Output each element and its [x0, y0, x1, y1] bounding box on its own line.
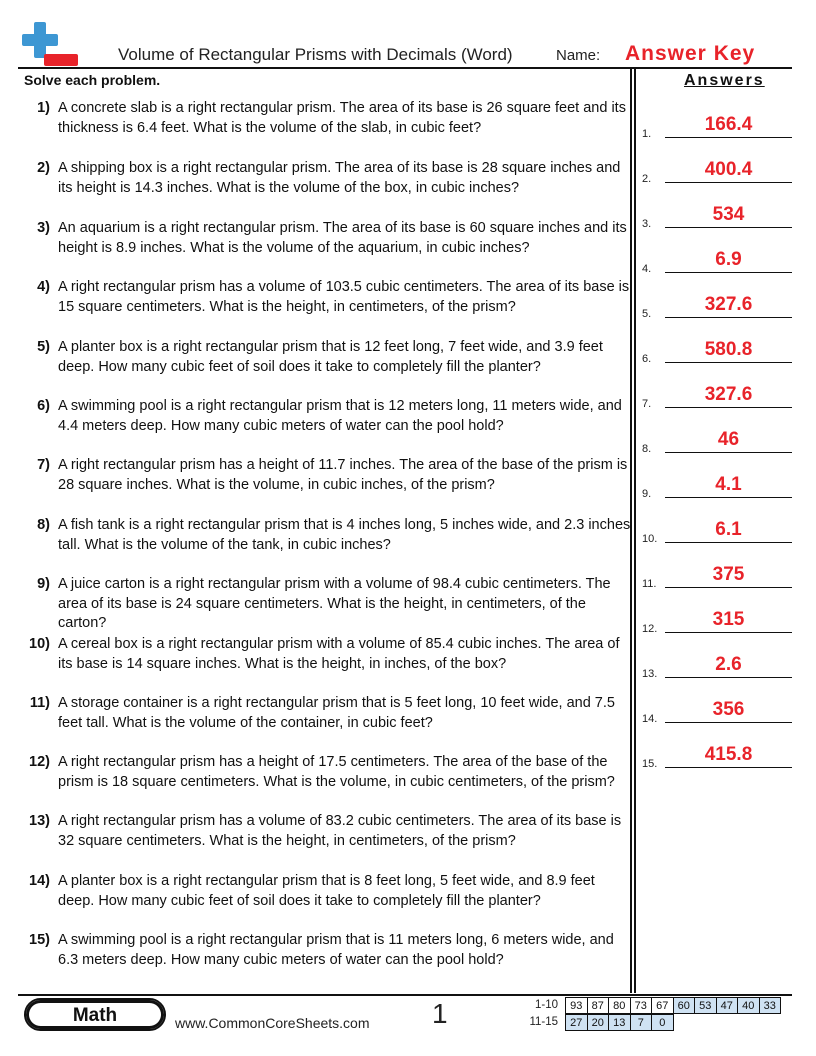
score-table-row-2: [565, 1014, 674, 1031]
score-cell: 7: [630, 1015, 652, 1031]
answer-line: [665, 767, 792, 768]
problem-number: 12): [29, 754, 50, 770]
answer-key-label: Answer Key: [625, 42, 756, 65]
answer-item: [640, 605, 792, 635]
answer-number: 10.: [642, 533, 658, 545]
problem-number: 6): [37, 398, 50, 414]
problem-item: [20, 397, 632, 436]
problem-text: A right rectangular prism has a height of 11.7 inches. The area of the base of the prism is 28 square inches. What is the volume, in cubic inches, of the prism?: [58, 457, 628, 493]
problem-item: [20, 159, 632, 198]
problem-text: A swimming pool is a right rectangular prism that is 12 meters long, 11 meters wide, and 4.4 meters deep. How many cubic meters of water can the pool hold?: [58, 398, 622, 434]
subject-label: Math: [72, 1005, 118, 1026]
answer-number: 8.: [642, 443, 652, 455]
answer-item: [640, 155, 792, 185]
problem-item: [20, 931, 632, 970]
problem-item: [20, 278, 632, 317]
score-cell: 73: [630, 998, 652, 1014]
problem-text: A concrete slab is a right rectangular prism. The area of its base is 26 square feet and its thickness is 6.4 feet. What is the volume of the slab, in cubic feet?: [58, 100, 626, 136]
problem-text: A cereal box is a right rectangular prism with a volume of 85.4 cubic inches. The area of its base is 14 square inches. What is the height, in inches, of the box?: [58, 636, 620, 672]
answer-value: 6.9: [715, 249, 742, 270]
problem-text: A shipping box is a right rectangular prism. The area of its base is 28 square inches and its height is 14.3 inches. What is the volume of the box, in cubic inches?: [58, 160, 621, 196]
answer-number: 6.: [642, 353, 652, 365]
answers-heading: Answers: [684, 72, 765, 89]
page-number: 1: [432, 998, 448, 1029]
footer-rule: [18, 994, 792, 996]
answer-value: 580.8: [704, 339, 753, 360]
answer-item: [640, 425, 792, 455]
answer-line: [665, 497, 792, 498]
answer-number: 5.: [642, 308, 652, 320]
answer-value: 327.6: [704, 384, 753, 405]
answer-line: [665, 137, 792, 138]
problem-item: [20, 456, 632, 495]
answer-item: [640, 695, 792, 725]
problem-text: A right rectangular prism has a height of 17.5 centimeters. The area of the base of the prism is 18 square centimeters. What is the volume, in cubic centimeters, of the prism?: [58, 754, 615, 790]
problem-item: [20, 872, 632, 911]
answer-number: 2.: [642, 173, 652, 185]
answer-value: 356: [712, 699, 745, 720]
answer-item: [640, 650, 792, 680]
answer-line: [665, 227, 792, 228]
worksheet-title: Volume of Rectangular Prisms with Decimals (Word): [118, 45, 513, 64]
problem-number: 14): [29, 873, 50, 889]
problem-item: [20, 635, 632, 674]
answer-value: 415.8: [704, 744, 753, 765]
answer-number: 1.: [642, 128, 652, 140]
score-cell: 53: [695, 998, 717, 1014]
answer-value: 4.1: [715, 474, 742, 495]
answer-item: [640, 560, 792, 590]
score-cell: 0: [652, 1015, 674, 1031]
score-cell: 27: [566, 1015, 588, 1031]
score-cell: 20: [587, 1015, 609, 1031]
problem-item: [20, 99, 632, 138]
score-cell: 87: [587, 998, 609, 1014]
score-cell: 67: [652, 998, 674, 1014]
problem-number: 1): [37, 100, 50, 116]
answer-line: [665, 542, 792, 543]
problem-number: 5): [37, 339, 50, 355]
problem-text: A right rectangular prism has a volume of 83.2 cubic centimeters. The area of its base is 32 square centimeters. What is the height, in centimeters, of the prism?: [58, 813, 622, 849]
score-cell: 60: [673, 998, 695, 1014]
answer-line: [665, 587, 792, 588]
answer-value: 400.4: [704, 159, 753, 180]
answer-number: 4.: [642, 263, 652, 275]
score-cell: 93: [566, 998, 588, 1014]
problem-text: A storage container is a right rectangular prism that is 5 feet long, 10 feet wide, and 7.5 feet tall. What is the volume of the container, in cubic feet?: [58, 695, 615, 731]
answer-item: [640, 110, 792, 140]
answer-line: [665, 272, 792, 273]
answer-value: 166.4: [704, 114, 753, 135]
answer-line: [665, 317, 792, 318]
answer-number: 7.: [642, 398, 652, 410]
answer-number: 14.: [642, 713, 658, 725]
problem-item: [20, 338, 632, 377]
answer-value: 2.6: [715, 654, 742, 675]
problem-text: A swimming pool is a right rectangular prism that is 11 meters long, 6 meters wide, and 6.3 meters deep. How many cubic meters of water can the pool hold?: [58, 932, 614, 968]
answer-line: [665, 362, 792, 363]
answer-line: [665, 632, 792, 633]
answer-number: 13.: [642, 668, 658, 680]
answer-item: [640, 245, 792, 275]
problem-text: A right rectangular prism has a volume of 103.5 cubic centimeters. The area of its base is 15 square centimeters. What is the height, in centimeters, of the prism?: [58, 279, 630, 315]
answer-line: [665, 407, 792, 408]
score-row-label: 1-10: [534, 999, 558, 1011]
problem-text: A planter box is a right rectangular prism that is 8 feet long, 5 feet wide, and 8.9 feet deep. How many cubic feet of soil does it take to completely fill the planter?: [58, 873, 595, 909]
answer-value: 375: [712, 564, 745, 585]
problem-item: [20, 219, 632, 258]
score-cell: 40: [738, 998, 760, 1014]
problem-item: [20, 575, 632, 634]
answer-value: 327.6: [704, 294, 753, 315]
answer-item: [640, 515, 792, 545]
problem-number: 8): [37, 517, 50, 533]
header-rule: [18, 67, 792, 69]
problem-text: A juice carton is a right rectangular prism with a volume of 98.4 cubic centimeters. The area of its base is 24 square centimeters. What is the height, in centimeters, of the carton?: [58, 576, 611, 631]
answer-value: 315: [712, 609, 745, 630]
answer-item: [640, 740, 792, 770]
answer-item: [640, 200, 792, 230]
problem-number: 15): [29, 932, 50, 948]
answer-item: [640, 290, 792, 320]
answer-number: 15.: [642, 758, 658, 770]
problem-item: [20, 812, 632, 851]
answer-number: 11.: [642, 578, 657, 590]
problem-text: A fish tank is a right rectangular prism that is 4 inches long, 5 inches wide, and 2.3 inches tall. What is the volume of the tank, in cubic inches?: [58, 517, 631, 553]
score-cell: 47: [716, 998, 738, 1014]
answer-value: 6.1: [715, 519, 742, 540]
instructions: Solve each problem.: [24, 72, 161, 88]
problem-number: 2): [37, 160, 50, 176]
problem-number: 9): [37, 576, 50, 592]
website-link[interactable]: www.CommonCoreSheets.com: [175, 1015, 370, 1031]
answer-value: 534: [712, 204, 745, 225]
score-row-label: 11-15: [529, 1016, 558, 1028]
problem-item: [20, 753, 632, 792]
subject-badge: [24, 998, 166, 1031]
problem-text: An aquarium is a right rectangular prism. The area of its base is 60 square inches and its height is 8.9 inches. What is the volume of the aquarium, in cubic inches?: [58, 220, 627, 256]
problem-number: 10): [29, 636, 50, 652]
problem-number: 11): [29, 695, 50, 711]
answer-value: 46: [717, 429, 740, 450]
problem-number: 3): [37, 220, 50, 236]
problem-item: [20, 694, 632, 733]
name-label: Name:: [556, 47, 601, 64]
answer-line: [665, 677, 792, 678]
answer-line: [665, 452, 792, 453]
answer-number: 3.: [642, 218, 652, 230]
problem-number: 7): [37, 457, 50, 473]
score-cell: 80: [609, 998, 631, 1014]
score-cell: 33: [759, 998, 781, 1014]
answer-line: [665, 722, 792, 723]
problem-item: [20, 516, 632, 555]
commoncoresheets-logo-icon: [22, 22, 78, 68]
answer-number: 12.: [642, 623, 658, 635]
problem-text: A planter box is a right rectangular prism that is 12 feet long, 7 feet wide, and 3.9 feet deep. How many cubic feet of soil does it take to completely fill the planter?: [58, 339, 603, 375]
problem-number: 13): [29, 813, 50, 829]
answer-item: [640, 335, 792, 365]
answer-item: [640, 380, 792, 410]
problem-number: 4): [37, 279, 50, 295]
answer-number: 9.: [642, 488, 652, 500]
score-table-row-1: [565, 997, 781, 1014]
answer-line: [665, 182, 792, 183]
score-cell: 13: [609, 1015, 631, 1031]
answer-item: [640, 470, 792, 500]
